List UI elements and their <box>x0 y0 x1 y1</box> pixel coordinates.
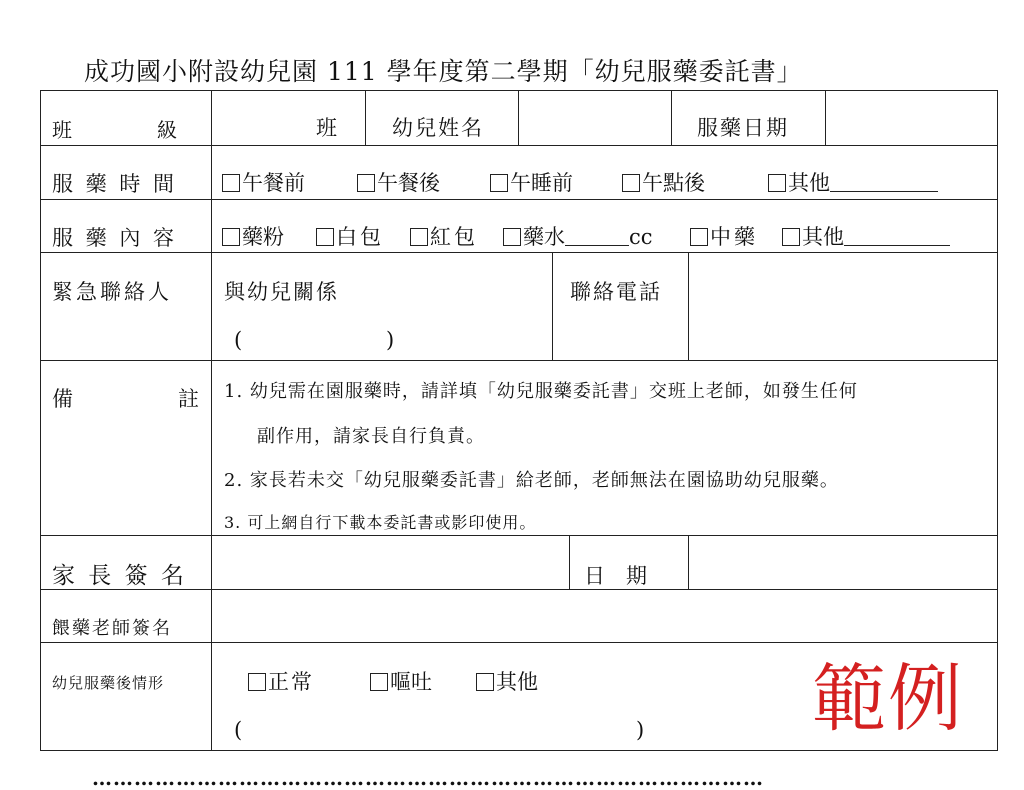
condition-option-normal[interactable]: 正常 <box>248 666 314 696</box>
checkbox[interactable] <box>768 174 786 192</box>
class-label: 班 級 <box>52 118 178 142</box>
child-name-label: 幼兒姓名 <box>392 116 484 140</box>
rule-v <box>671 90 672 145</box>
condition-option-vomit[interactable]: 嘔吐 <box>370 666 432 696</box>
checkbox[interactable] <box>476 673 494 691</box>
checkbox[interactable] <box>410 228 428 246</box>
checkbox[interactable] <box>248 673 266 691</box>
signature-date-label: 日 期 <box>584 564 647 588</box>
sample-stamp: 範例 <box>812 656 964 742</box>
checkbox[interactable] <box>622 174 640 192</box>
remark-line: 3. 可上網自行下載本委託書或影印使用。 <box>224 513 537 532</box>
rule-v <box>825 90 826 145</box>
cut-line: …………………………………………………………………………………… <box>92 766 764 790</box>
checkbox[interactable] <box>370 673 388 691</box>
rule-v <box>997 90 998 750</box>
teacher-signature-label: 餵藥老師簽名 <box>52 618 172 639</box>
rule-v <box>40 90 41 750</box>
checkbox[interactable] <box>222 228 240 246</box>
rule-v <box>688 535 689 589</box>
other-blank[interactable] <box>830 173 938 192</box>
paren-close: ) <box>386 328 395 352</box>
remark-line: 1. 幼兒需在園服藥時，請詳填「幼兒服藥委託書」交班上老師，如發生任何 <box>224 381 858 402</box>
content-option-white-pack[interactable]: 白包 <box>316 221 384 251</box>
parent-signature-label: 家 長 簽 名 <box>52 563 187 589</box>
contact-phone-label: 聯絡電話 <box>570 280 662 304</box>
rule-v <box>688 252 689 360</box>
checkbox[interactable] <box>316 228 334 246</box>
paren-open: ( <box>234 328 243 352</box>
condition-option-other[interactable]: 其他 <box>476 666 538 696</box>
remarks-label-left: 備 <box>52 387 73 411</box>
rule-v <box>365 90 366 145</box>
medication-content-label: 服 藥 內 容 <box>52 226 178 250</box>
checkbox[interactable] <box>782 228 800 246</box>
content-option-other[interactable]: 其他 <box>782 221 950 251</box>
time-option-after-lunch[interactable]: 午餐後 <box>357 167 440 197</box>
checkbox[interactable] <box>222 174 240 192</box>
checkbox[interactable] <box>357 174 375 192</box>
class-suffix: 班 <box>316 116 337 140</box>
document-title: 成功國小附設幼兒園 111 學年度第二學期「幼兒服藥委託書」 <box>84 57 803 86</box>
medication-date-label: 服藥日期 <box>697 116 789 140</box>
remarks-label-right: 註 <box>178 387 199 411</box>
other-blank[interactable] <box>844 227 950 246</box>
rule-h <box>40 199 998 200</box>
content-option-liquid[interactable]: 藥水 cc <box>503 221 653 251</box>
liquid-amount-blank[interactable] <box>565 227 629 246</box>
rule-v <box>552 252 553 360</box>
paren-open: ( <box>234 718 243 742</box>
after-medication-label: 幼兒服藥後情形 <box>52 674 165 692</box>
content-option-powder[interactable]: 藥粉 <box>222 221 284 251</box>
time-option-before-nap[interactable]: 午睡前 <box>490 167 573 197</box>
checkbox[interactable] <box>490 174 508 192</box>
remark-line: 2. 家長若未交「幼兒服藥委託書」給老師，老師無法在園協助幼兒服藥。 <box>224 470 839 491</box>
emergency-contact-label: 緊急聯絡人 <box>52 280 172 304</box>
content-option-chinese-medicine[interactable]: 中藥 <box>690 221 758 251</box>
rule-h <box>40 750 998 751</box>
paren-close: ) <box>636 718 645 742</box>
rule-v <box>518 90 519 145</box>
rule-h <box>40 90 998 91</box>
time-option-other[interactable]: 其他 <box>768 167 938 197</box>
rule-v <box>211 90 212 750</box>
checkbox[interactable] <box>503 228 521 246</box>
time-option-before-lunch[interactable]: 午餐前 <box>222 167 305 197</box>
rule-h <box>40 535 998 536</box>
rule-v <box>569 535 570 589</box>
time-option-after-snack[interactable]: 午點後 <box>622 167 705 197</box>
remark-line: 副作用，請家長自行負責。 <box>257 426 485 447</box>
medication-time-label: 服 藥 時 間 <box>52 172 178 196</box>
rule-h <box>40 252 998 253</box>
relationship-label: 與幼兒關係 <box>224 280 339 304</box>
content-option-red-pack[interactable]: 紅包 <box>410 221 478 251</box>
checkbox[interactable] <box>690 228 708 246</box>
rule-h <box>40 145 998 146</box>
rule-h <box>40 360 998 361</box>
